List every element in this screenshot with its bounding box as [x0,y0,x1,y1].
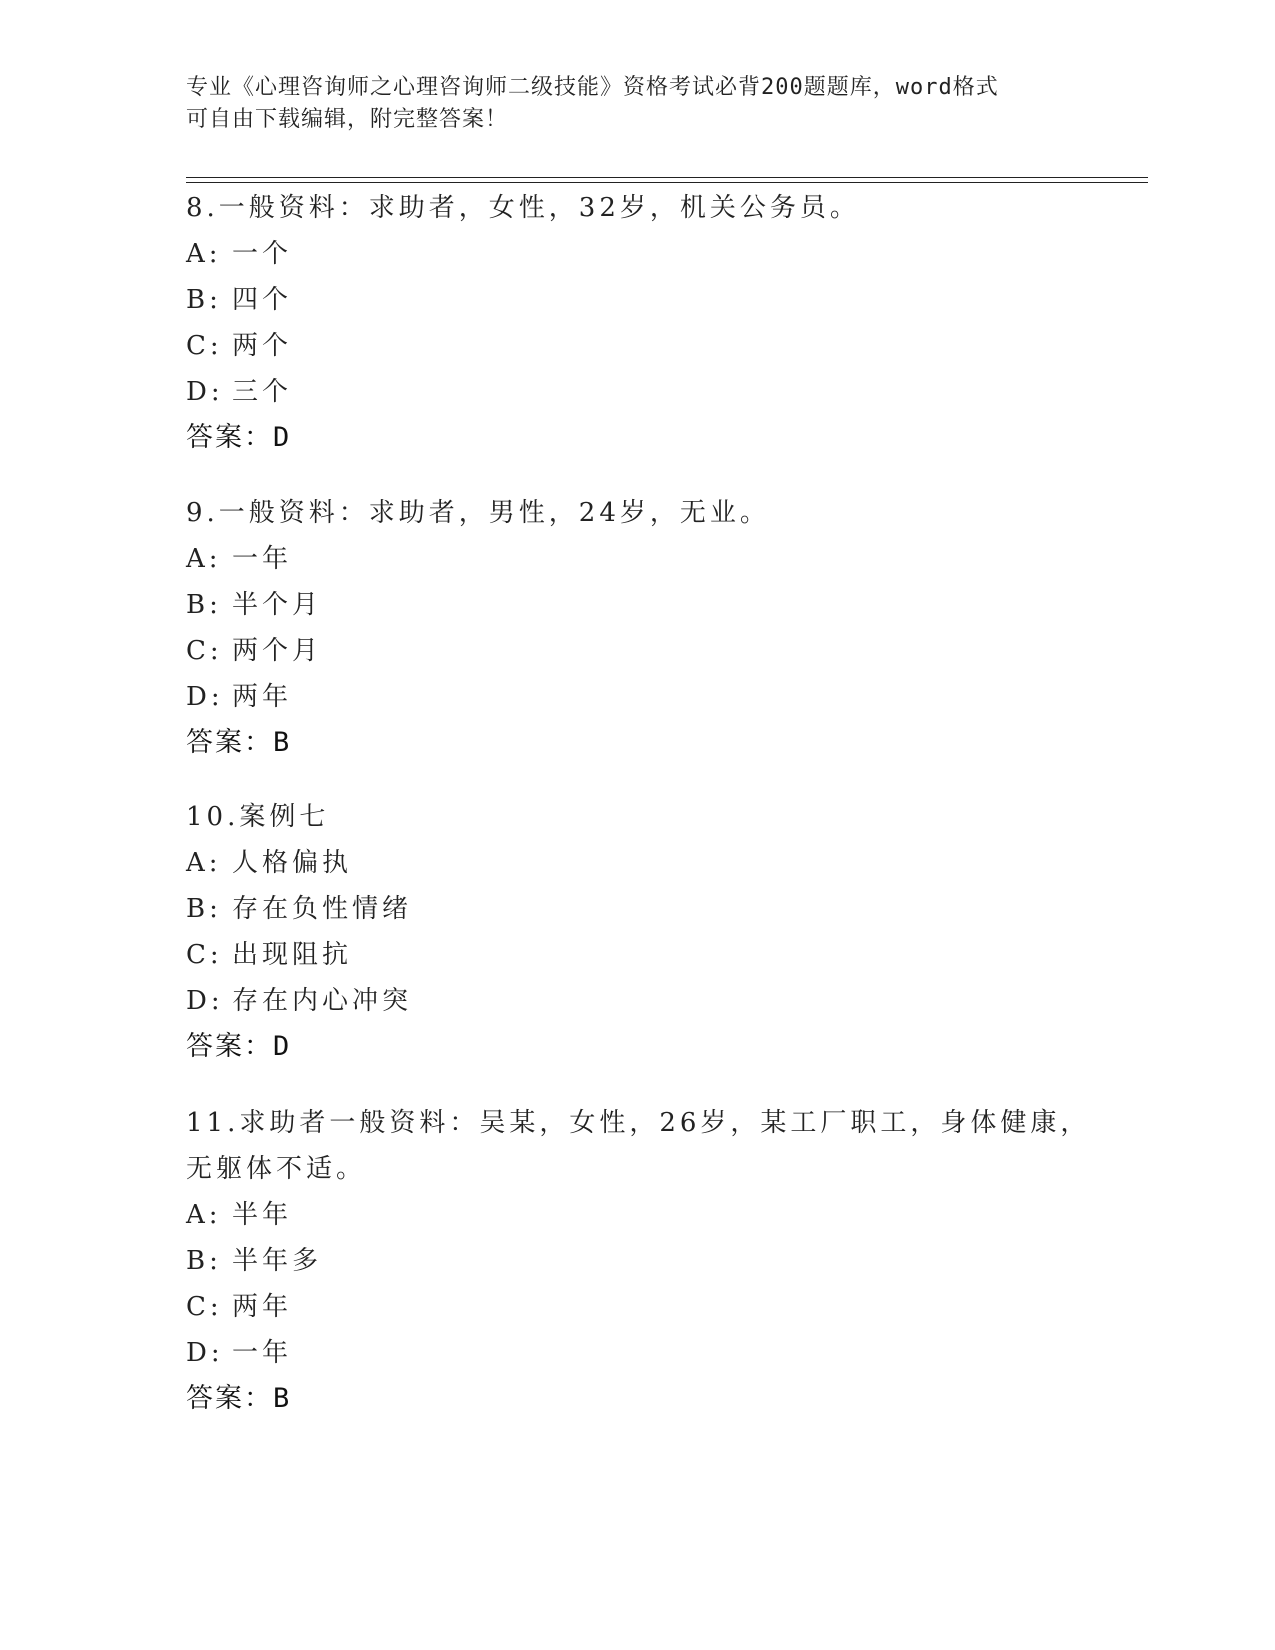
option-letter: C: [186,331,223,361]
option-text: 半年 [232,1200,293,1230]
option-text: 人格偏执 [232,848,353,878]
option-b [186,1238,1106,1284]
option-d [186,674,1106,720]
option-text: 两个月 [232,636,323,666]
question-block-8 [186,185,1106,461]
option-c [186,628,1106,674]
option-letter: B: [186,894,222,924]
option-d [186,369,1106,415]
option-b [186,277,1106,323]
option-d [186,1330,1106,1376]
option-b [186,582,1106,628]
option-letter: A: [186,239,222,269]
option-text: 两年 [232,682,293,712]
option-b [186,886,1106,932]
header-divider-top [186,177,1148,178]
option-text: 存在内心冲突 [232,986,413,1016]
option-a [186,536,1106,582]
option-letter: B: [186,1246,222,1276]
option-letter: C: [186,1292,223,1322]
option-c [186,323,1106,369]
option-letter: B: [186,590,222,620]
option-text: 存在负性情绪 [232,894,413,924]
option-letter: A: [186,544,222,574]
question-text: 9.一般资料：求助者，男性，24岁，无业。 [186,498,770,528]
answer-line: 答案：D [186,1031,292,1062]
option-text: 两个 [232,331,293,361]
option-text: 出现阻抗 [232,940,353,970]
answer-line: 答案：D [186,422,292,453]
question-text: 10.案例七 [186,802,330,832]
option-text: 一年 [232,544,293,574]
option-c [186,932,1106,978]
option-c [186,1284,1106,1330]
option-a [186,1192,1106,1238]
header-line-1: 专业《心理咨询师之心理咨询师二级技能》资格考试必背200题题库，word格式 [186,75,999,100]
option-text: 两年 [232,1292,293,1322]
question-block-9 [186,490,1106,766]
option-a [186,231,1106,277]
option-text: 一年 [232,1338,293,1368]
option-letter: D: [186,986,224,1016]
question-block-10 [186,794,1106,1070]
header-line-2: 可自由下载编辑，附完整答案！ [186,107,509,132]
answer-line: 答案：B [186,1383,292,1414]
option-text: 四个 [232,285,293,315]
option-letter: D: [186,377,224,407]
option-a [186,840,1106,886]
option-letter: A: [186,1200,222,1230]
document-header [186,72,1086,136]
option-letter: C: [186,940,223,970]
option-letter: D: [186,1338,224,1368]
header-divider-bottom [186,182,1148,183]
question-block-11 [186,1100,1106,1422]
option-d [186,978,1106,1024]
option-text: 半年多 [232,1246,323,1276]
option-text: 一个 [232,239,293,269]
option-text: 三个 [232,377,293,407]
option-letter: A: [186,848,222,878]
answer-line: 答案：B [186,727,292,758]
question-text: 8.一般资料：求助者，女性，32岁，机关公务员。 [186,193,860,223]
option-letter: B: [186,285,222,315]
question-text: 11.求助者一般资料：吴某，女性，26岁，某工厂职工，身体健康，无躯体不适。 [186,1108,1091,1184]
option-letter: D: [186,682,224,712]
option-text: 半个月 [232,590,323,620]
option-letter: C: [186,636,223,666]
